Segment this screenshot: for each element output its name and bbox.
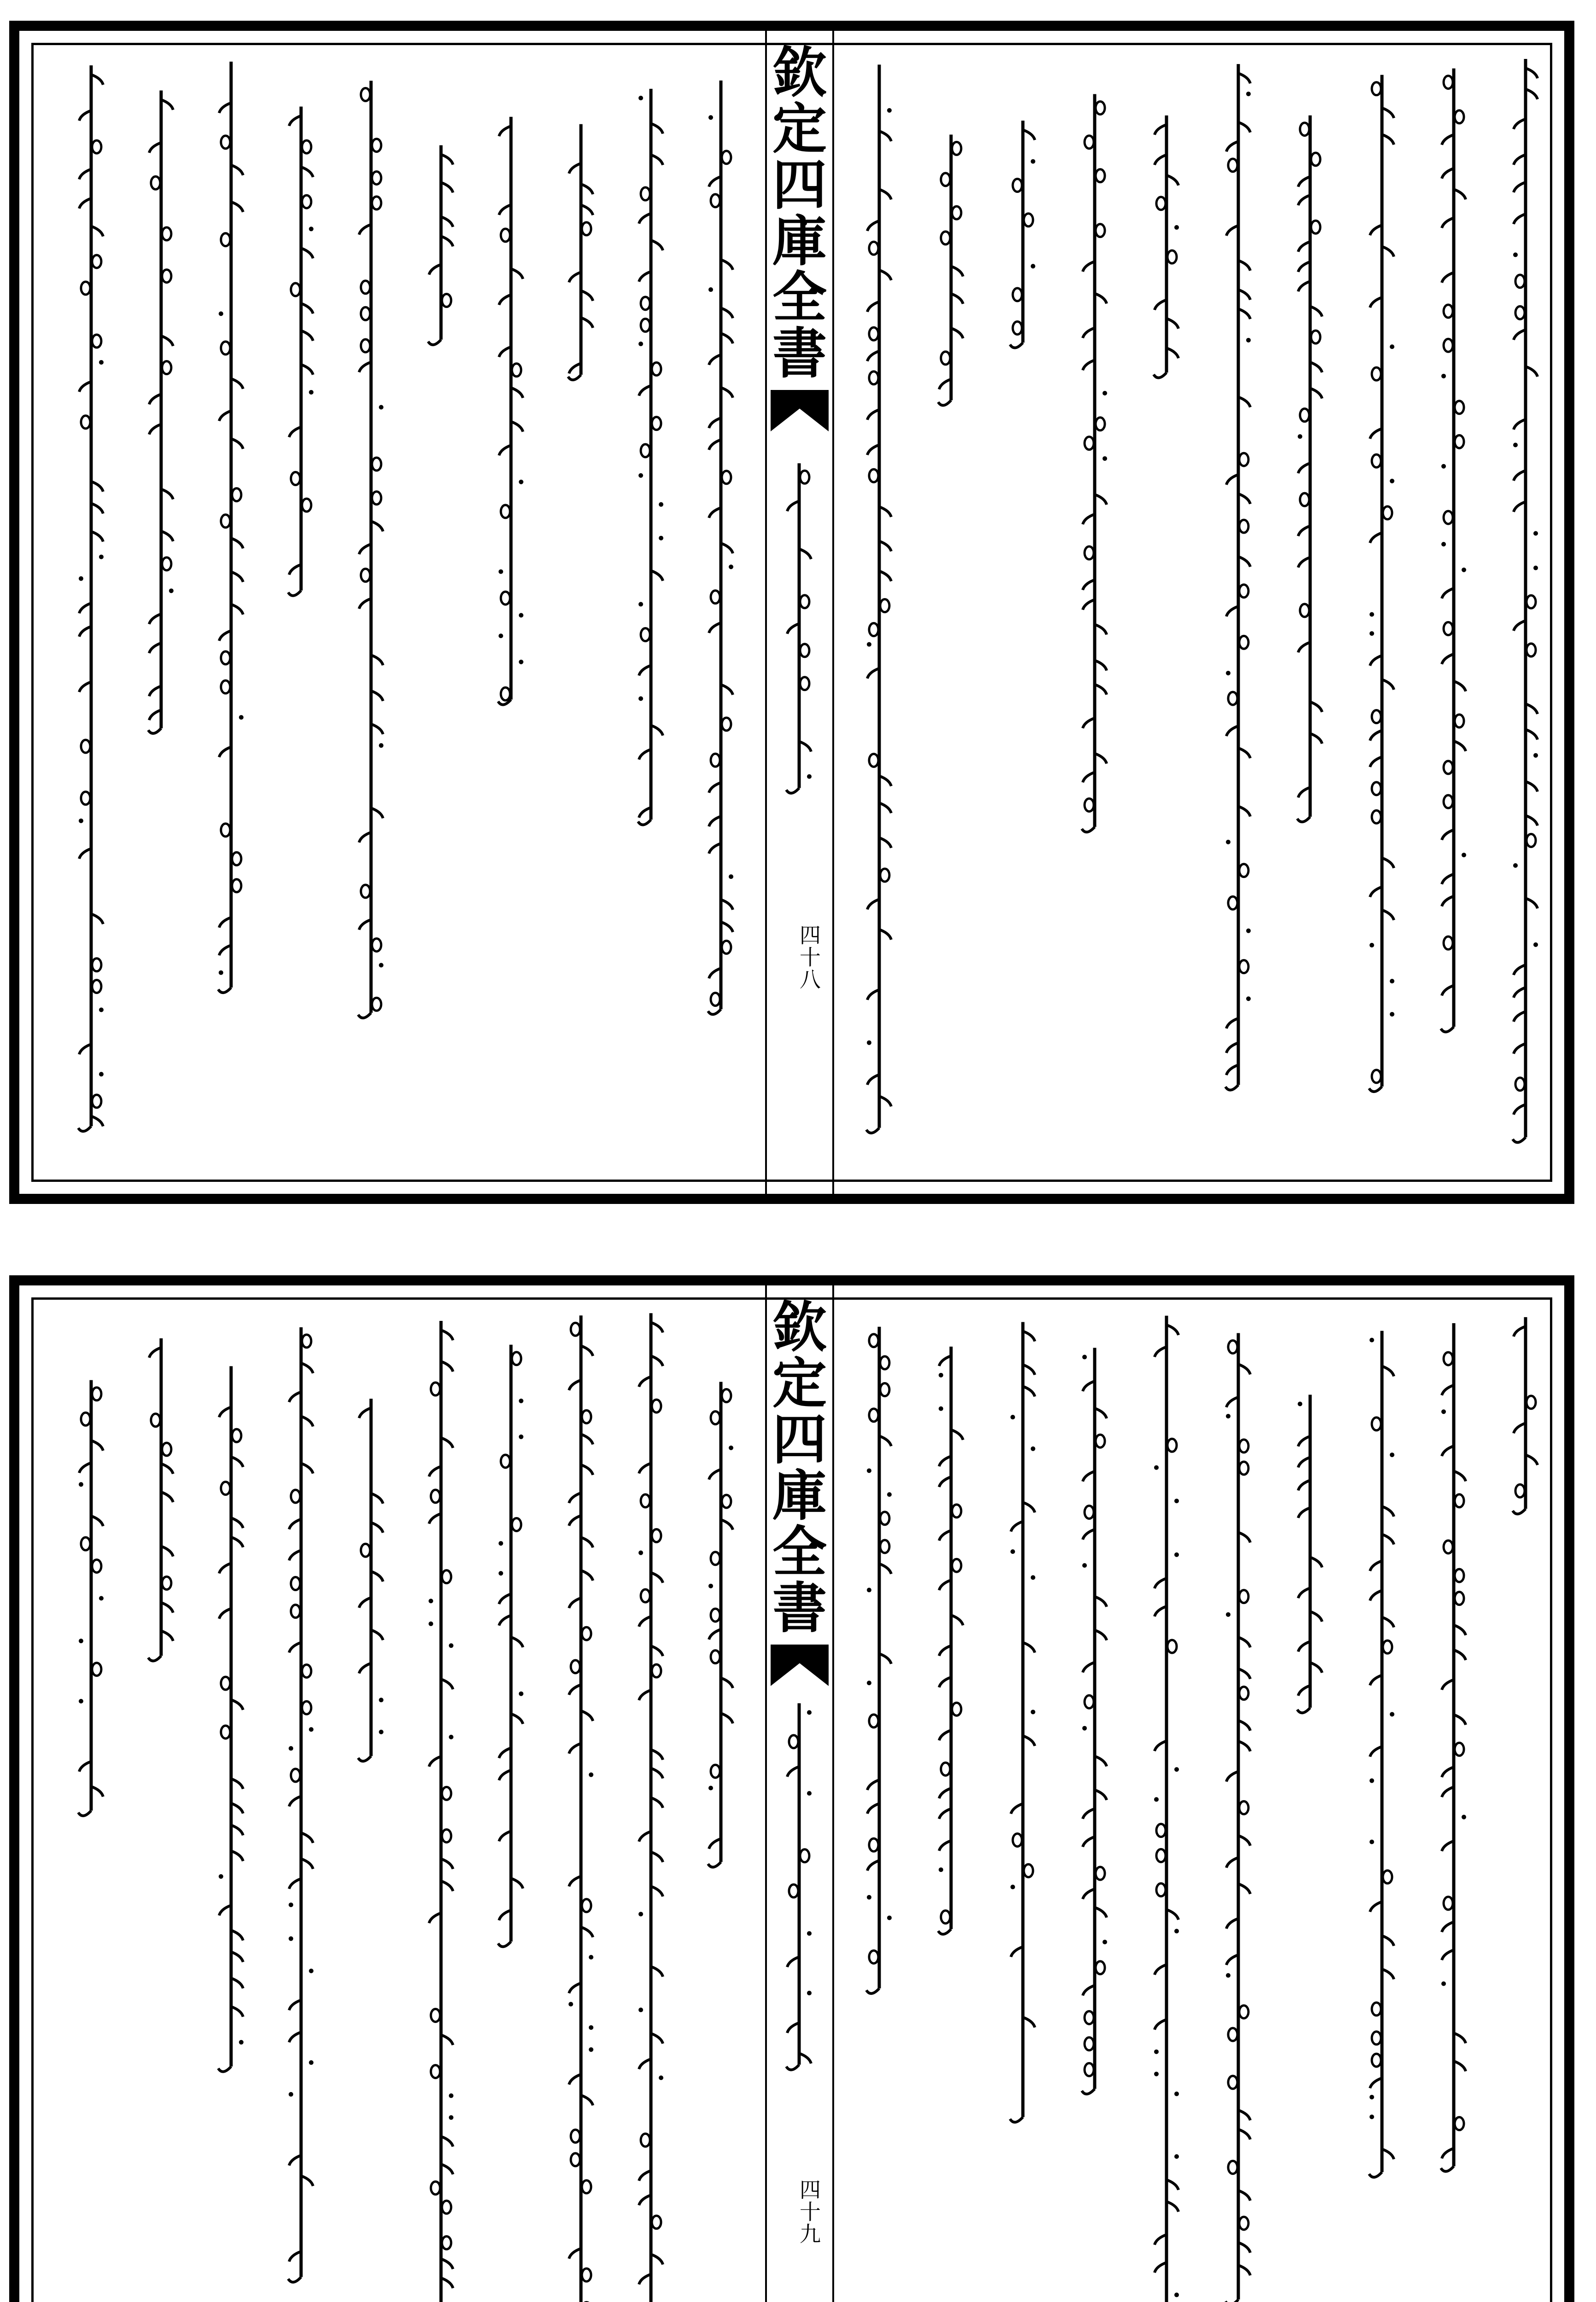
manchu-script-column <box>215 1313 247 2302</box>
leaf-number: 四十九 <box>796 2179 821 2245</box>
manchu-script-column <box>1007 1313 1039 2302</box>
manchu-script-column <box>425 1313 457 2302</box>
manchu-script-column <box>1438 1313 1470 2302</box>
manchu-script-column <box>635 1313 667 2302</box>
block-title: 欽 定 四 庫 全 書 <box>772 1295 827 1640</box>
manchu-script-column <box>355 1313 387 2302</box>
manchu-script-column <box>935 1313 967 2302</box>
manchu-script-column <box>425 58 457 1182</box>
manchu-script-column <box>565 1313 597 2302</box>
manchu-script-column <box>355 58 387 1182</box>
manchu-script-column <box>1509 1313 1542 2302</box>
manchu-text-left <box>56 1313 756 2302</box>
manchu-script-column <box>1079 58 1111 1182</box>
folio-top <box>9 21 1574 1204</box>
manchu-script-column <box>75 58 107 1182</box>
manchu-script-column <box>495 58 527 1182</box>
manchu-script-column <box>145 58 177 1182</box>
fishtail-mark <box>771 390 829 431</box>
manchu-script-column <box>1366 58 1398 1182</box>
manchu-script-column <box>1222 58 1254 1182</box>
manchu-script-column <box>215 58 247 1182</box>
manchu-script-column <box>1150 58 1183 1182</box>
manchu-script-column <box>1150 1313 1183 2302</box>
manchu-script-column <box>783 445 815 906</box>
folio-bottom <box>9 1275 1574 2302</box>
manchu-script-column <box>145 1313 177 2302</box>
manchu-script-column <box>935 58 967 1182</box>
manchu-script-column <box>565 58 597 1182</box>
center-column <box>765 31 834 1194</box>
manchu-script-column <box>635 58 667 1182</box>
manchu-script-column <box>783 1700 815 2160</box>
manchu-script-column <box>1222 1313 1254 2302</box>
manchu-script-column <box>863 1313 895 2302</box>
manchu-script-column <box>495 1313 527 2302</box>
leaf-number: 四十八 <box>796 924 821 990</box>
manchu-script-column <box>1366 1313 1398 2302</box>
manchu-script-column <box>863 58 895 1182</box>
manchu-script-column <box>1007 58 1039 1182</box>
manchu-text-right <box>843 1313 1561 2302</box>
manchu-text-right <box>843 58 1561 1182</box>
manchu-script-column <box>285 1313 317 2302</box>
fishtail-mark <box>771 1645 829 1686</box>
manchu-script-column <box>1294 58 1326 1182</box>
center-column <box>765 1285 834 2302</box>
manchu-script-column <box>285 58 317 1182</box>
manchu-script-column <box>1438 58 1470 1182</box>
center-script <box>785 1700 813 2160</box>
manchu-script-column <box>705 58 737 1182</box>
manchu-script-column <box>1294 1313 1326 2302</box>
block-title: 欽 定 四 庫 全 書 <box>772 41 827 385</box>
manchu-script-column <box>75 1313 107 2302</box>
center-script <box>785 445 813 906</box>
manchu-script-column <box>1509 58 1542 1182</box>
manchu-script-column <box>705 1313 737 2302</box>
manchu-script-column <box>1079 1313 1111 2302</box>
manchu-text-left <box>56 58 756 1182</box>
